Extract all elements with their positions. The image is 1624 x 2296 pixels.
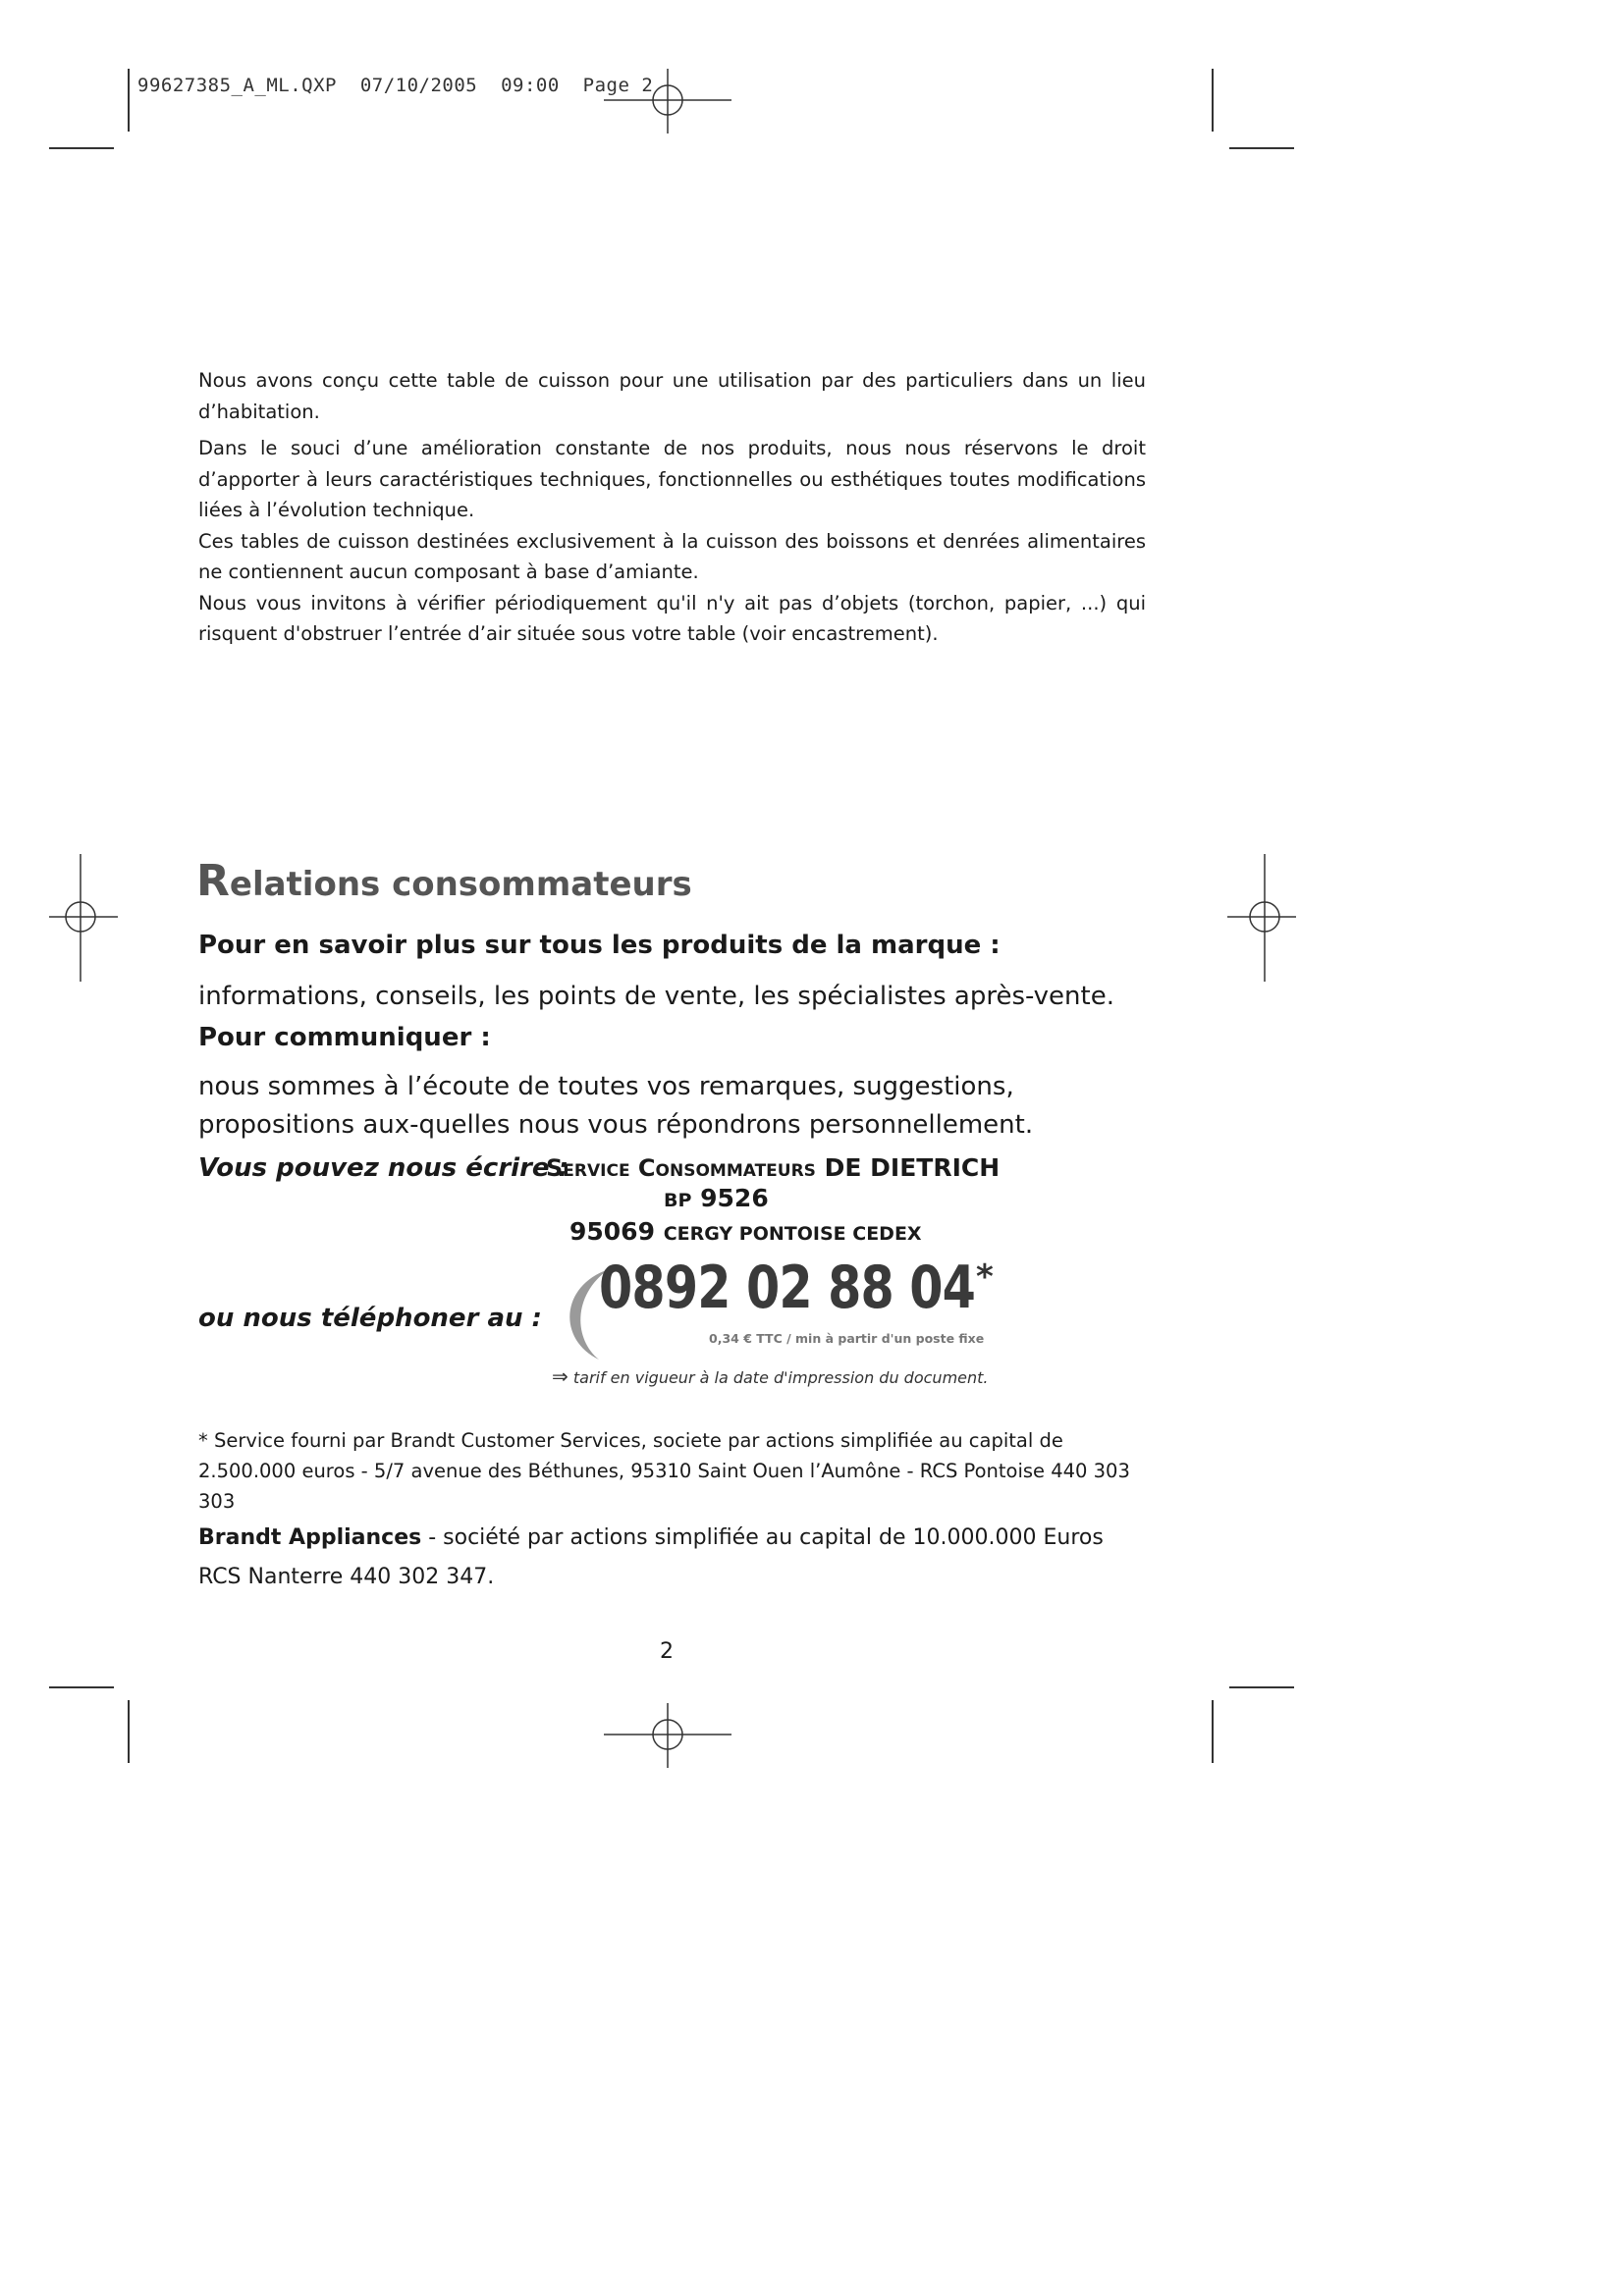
company-line [198, 1519, 1161, 1558]
address-bp-number: 9526 [700, 1184, 769, 1212]
heading-communicate: Pour communiquer : [198, 1023, 491, 1052]
company-name: Brandt Appliances [198, 1525, 422, 1550]
address-zip: 95069 [569, 1217, 655, 1246]
text-communicate: nous sommes à l’écoute de toutes vos remarques, suggestions, propositions aux-quelles nous vous répondrons personnellement. [198, 1072, 1034, 1140]
section-title-rest: elations consommateurs [229, 865, 692, 904]
phone-tariff: 0,34 € TTC / min à partir d'un poste fixe [709, 1331, 985, 1346]
footnote: * Service fourni par Brandt Customer Services, societe par actions simplifiée au capital de 2.500.000 euros - 5/7 avenue des Béthunes, 95310 Saint Ouen l’Aumône - RCS Pontoise 440 303 303 [198, 1429, 1130, 1513]
write-label: Vous pouvez nous écrire : [198, 1153, 568, 1183]
arrow-right-icon: ⇒ [552, 1364, 568, 1388]
address-line-2 [664, 1184, 769, 1212]
registration-mark-right [1227, 854, 1296, 982]
address-city: CERGY PONTOISE CEDEX [663, 1223, 922, 1245]
file-slug: 99627385_A_ML.QXP 07/10/2005 09:00 Page 2 [137, 75, 654, 96]
section-title-initial: R [196, 856, 230, 906]
company-rcs: RCS Nanterre 440 302 347. [198, 1565, 495, 1589]
intro-paragraph: Nous vous invitons à vérifier périodiquement qu'il n'y ait pas d’objets (torchon, papier, ...) qui risquent d'obstruer l’entrée d’air située sous votre table (voir encastrement). [198, 591, 1146, 645]
phone-logo [550, 1254, 1011, 1369]
heading-more-info: Pour en savoir plus sur tous les produits de la marque : [198, 931, 1001, 960]
company-description: - société par actions simplifiée au capital de 10.000.000 Euros [421, 1525, 1104, 1550]
page-number: 2 [660, 1639, 674, 1664]
section-title [196, 856, 692, 906]
tariff-note [552, 1364, 989, 1388]
phone-label: ou nous téléphoner au : [198, 1304, 542, 1333]
address-line-1 [546, 1153, 1000, 1182]
company-info [198, 1519, 1161, 1597]
intro-paragraph: Dans le souci d’une amélioration constante de nos produits, nous nous réservons le droit d’apporter à leurs caractéristiques techniques, fonctionnelles ou esthétiques toutes modifications liées à l’évolution technique. [198, 437, 1146, 521]
address-brand: DE DIETRICH [824, 1153, 1001, 1182]
registration-mark-left [49, 854, 118, 982]
phone-asterisk: * [976, 1257, 994, 1297]
address-service: Service Consommateurs [546, 1154, 816, 1182]
phone-number: 0892 02 88 04 [599, 1254, 976, 1322]
tariff-note-text: tarif en vigueur à la date d'impression du document. [572, 1368, 989, 1387]
registration-mark-bottom [604, 1703, 731, 1772]
intro-paragraph: Nous avons conçu cette table de cuisson pour une utilisation par des particuliers dans un lieu d’habitation. [198, 369, 1146, 423]
intro-paragraph: Ces tables de cuisson destinées exclusivement à la cuisson des boissons et denrées alimentaires ne contiennent aucun composant à base d’amiante. [198, 529, 1146, 583]
text-more-info: informations, conseils, les points de vente, les spécialistes après-vente. [198, 982, 1114, 1011]
address-bp-label: BP [664, 1190, 692, 1211]
address-line-3 [569, 1217, 922, 1246]
intro-text [198, 365, 1146, 650]
